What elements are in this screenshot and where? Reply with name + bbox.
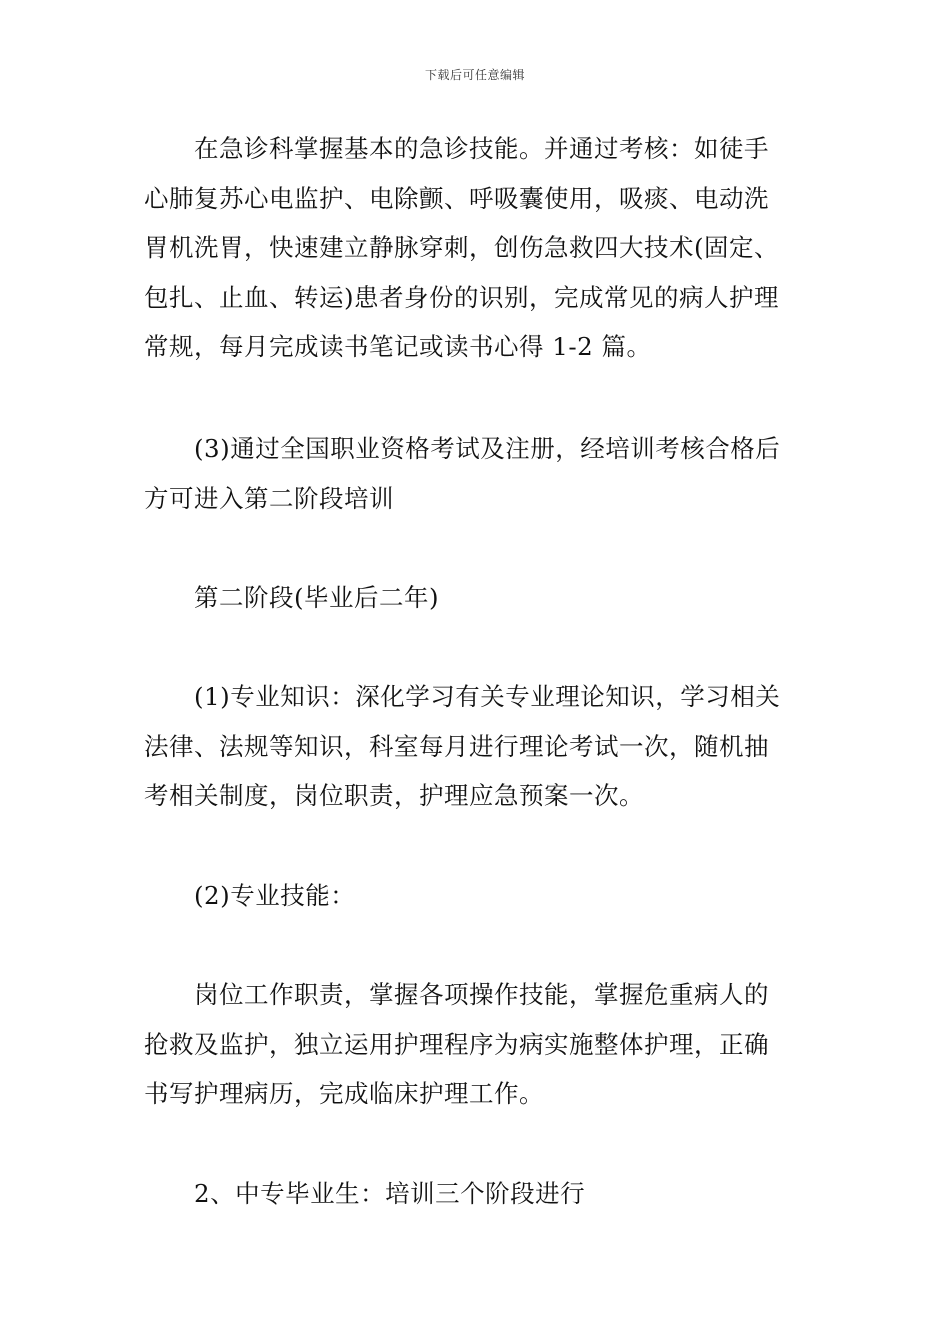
text-line: 法律、法规等知识，科室每月进行理论考试一次，随机抽 [144,731,769,761]
text-line: 第二阶段(毕业后二年) [144,583,440,612]
text-line: 常规，每月完成读书笔记或读书心得 1-2 篇。 [144,332,652,361]
paragraph-emergency-skills [144,124,808,372]
paragraph-professional-skills-heading [144,871,808,921]
text-line: 岗位工作职责，掌握各项操作技能，掌握危重病人的 [144,980,769,1009]
text-line: 书写护理病历，完成临床护理工作。 [144,1079,544,1108]
text-line: 在急诊科掌握基本的急诊技能。并通过考核：如徒手 [144,134,769,163]
paragraph-professional-knowledge [144,672,808,821]
text-line: 2、中专毕业生：培训三个阶段进行 [144,1179,586,1208]
page-header: 下载后可任意编辑 [424,68,525,82]
text-line: (2)专业技能： [144,881,356,910]
text-line: 包扎、止血、转运)患者身份的识别，完成常见的病人护理 [144,282,780,312]
text-line: 方可进入第二阶段培训 [144,483,394,513]
text-line: (1)专业知识：深化学习有关专业理论知识，学习相关 [144,682,781,711]
paragraph-vocational-graduates [144,1169,808,1219]
text-line: 胃机洗胃，快速建立静脉穿刺，创伤急救四大技术(固定、 [144,233,780,262]
text-line: 心肺复苏心电监护、电除颤、呼吸囊使用，吸痰、电动洗 [144,183,769,213]
section-heading-stage-two [144,573,808,623]
text-line: 抢救及监护，独立运用护理程序为病实施整体护理，正确 [144,1029,769,1059]
paragraph-qualification-exam [144,424,808,523]
paragraph-job-duties [144,970,808,1119]
text-line: (3)通过全国职业资格考试及注册，经培训考核合格后 [144,434,781,463]
text-line: 考相关制度，岗位职责，护理应急预案一次。 [144,781,644,810]
